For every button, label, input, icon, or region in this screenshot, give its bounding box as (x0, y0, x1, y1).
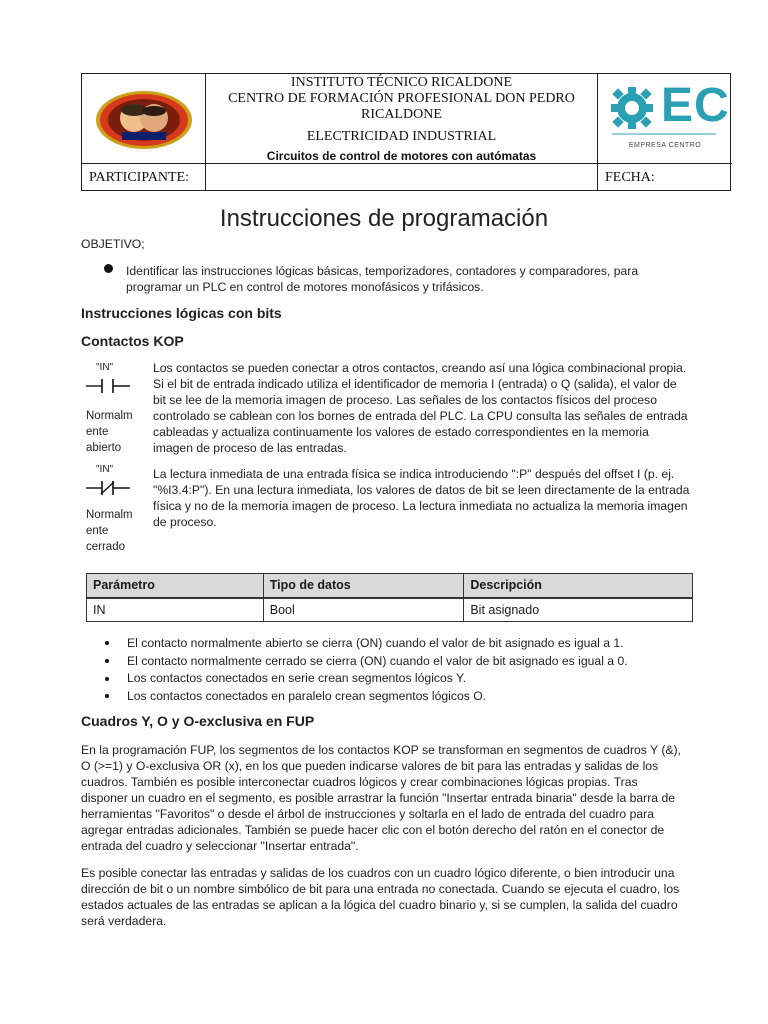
section-kop-contacts: Contactos KOP (81, 333, 184, 349)
center-name-line2: RICALDONE (361, 107, 442, 122)
bullet-dot (105, 677, 109, 681)
para1-line: Los contactos se pueden conectar a otros contactos, creando así una lógica combinacional propia. (153, 361, 687, 375)
date-label: FECHA: (605, 170, 655, 185)
para4-line: estados actuales de las entradas se aplican a la lógica del cuadro binario y, si se cumplen, la salida del cuadro (81, 898, 678, 912)
para1-line: Si el bit de entrada indicado utiliza el identificador de memoria I (entrada) o Q (salida), el valor de (153, 377, 677, 391)
para4-line: Es posible conectar las entradas y salidas de los cuadros con un cuadro lógico diferente, o bien introducir una (81, 866, 675, 880)
page-title: Instrucciones de programación (219, 205, 549, 232)
normally-open-contact-icon (86, 378, 132, 394)
para3-line: agregar entradas adicionales. También se puede hacer clic con el botón derecho del ratón en el conector de (81, 823, 665, 837)
para1-line: cableadas y actualiza continuamente los valores de estado correspondientes en la memoria (153, 425, 649, 439)
objective-bullet-dot (104, 264, 113, 273)
table-header-cell: Parámetro (87, 574, 264, 598)
list-item: Los contactos conectados en paralelo crean segmentos lógicos O. (127, 689, 487, 703)
section-logic-bits: Instrucciones lógicas con bits (81, 305, 282, 321)
table-cell: IN (87, 598, 264, 622)
nc-contact-label-3: cerrado (86, 541, 125, 553)
no-contact-label-2: ente (86, 426, 109, 438)
table-row (87, 598, 693, 622)
para2-line: La lectura inmediata de una entrada física se indica introduciendo ":P" después del offset I (p. ej. (153, 467, 675, 481)
objective-line1: Identificar las instrucciones lógicas básicas, temporizadores, contadores y comparadores, para (126, 264, 639, 278)
participant-field[interactable] (206, 164, 598, 191)
table-header-row (87, 574, 693, 598)
institute-logo-cell (82, 74, 206, 164)
para2-line: física y no de la memoria imagen de proceso. La lectura inmediata no actualiza la memoria imagen (153, 499, 688, 513)
bullet-dot (105, 659, 109, 663)
table-header-cell: Descripción (464, 574, 693, 598)
objective-line2: programar un PLC en control de motores monofásicos y trifásicos. (126, 280, 484, 294)
course-name: Circuitos de control de motores con autómatas (266, 149, 537, 163)
header-table (81, 73, 731, 191)
para4-line: dirección de bit o un nombre simbólico de bit para una entrada no conectada. Cuando se ejecuta el cuadro, los (81, 882, 680, 896)
table-cell: Bool (263, 598, 464, 622)
para1-line: bit se lee de la memoria imagen de proceso. Las señales de los contactos físicos del proceso (153, 393, 658, 407)
no-contact-tag: "IN" (96, 362, 114, 373)
list-item: Los contactos conectados en serie crean segmentos lógicos Y. (127, 671, 466, 685)
para4-line: será verdadera. (81, 914, 167, 928)
para1-line: imagen de proceso de las entradas. (153, 441, 347, 455)
para3-line: disponer un cuadro en el segmento, es posible arrastrar la función "Insertar entrada binaria" desde la barra de (81, 791, 676, 805)
nc-contact-tag: "IN" (96, 464, 114, 475)
bullet-dot (105, 694, 109, 698)
section-fup-boxes: Cuadros Y, O y O-exclusiva en FUP (81, 713, 315, 729)
para3-line: herramientas "Favoritos" o desde el árbol de instrucciones y soltarla en el lado de entrada del cuadro para (81, 807, 654, 821)
parameter-table (86, 573, 693, 622)
para2-line: "%I3.4:P"). En una lectura inmediata, los valores de datos de bit se leen directamente de la entrada (153, 483, 690, 497)
no-contact-label-1: Normalm (86, 410, 133, 422)
para3-line: O (>=1) y O-exclusiva OR (x), en los que pueden indicarse valores de bit para las entradas y salidas de los (81, 759, 659, 773)
institute-name: INSTITUTO TÉCNICO RICALDONE (290, 75, 513, 90)
table-header-cell: Tipo de datos (263, 574, 464, 598)
center-name-line1: CENTRO DE FORMACIÓN PROFESIONAL DON PEDRO (228, 91, 575, 106)
normally-closed-contact-icon (86, 480, 132, 496)
para1-line: controlado se cablean con los bornes de entrada del PLC. La CPU consulta las señales de entrada (153, 409, 688, 423)
nc-contact-label-1: Normalm (86, 509, 133, 521)
area-name: ELECTRICIDAD INDUSTRIAL (306, 129, 497, 144)
ec-logo-cell (598, 74, 732, 164)
ec-logo-caption: EMPRESA CENTRO (628, 142, 702, 149)
ec-logo-text: EC (661, 79, 730, 132)
list-item: El contacto normalmente abierto se cierra (ON) cuando el valor de bit asignado es igual a 1. (127, 636, 624, 650)
table-cell: Bit asignado (464, 598, 693, 622)
institute-info-cell (206, 74, 598, 164)
bullet-dot (105, 641, 109, 645)
para3-line: En la programación FUP, los segmentos de los contactos KOP se transforman en segmentos de cuadros Y (&), (81, 743, 681, 757)
para3-line: entrada del cuadro y seleccionar "Insertar entrada". (81, 839, 359, 853)
institute-logo-icon (82, 74, 206, 164)
participant-label: PARTICIPANTE: (82, 164, 206, 191)
no-contact-label-3: abierto (86, 442, 122, 454)
objective-label: OBJETIVO; (81, 237, 145, 251)
nc-contact-label-2: ente (86, 525, 109, 537)
para3-line: cuadros. También es posible interconectar cuadros lógicos y crear combinaciones lógicas propias. Tras (81, 775, 638, 789)
para2-line: de proceso. (153, 515, 217, 529)
list-item: El contacto normalmente cerrado se cierra (ON) cuando el valor de bit asignado es igual a 0. (127, 654, 628, 668)
